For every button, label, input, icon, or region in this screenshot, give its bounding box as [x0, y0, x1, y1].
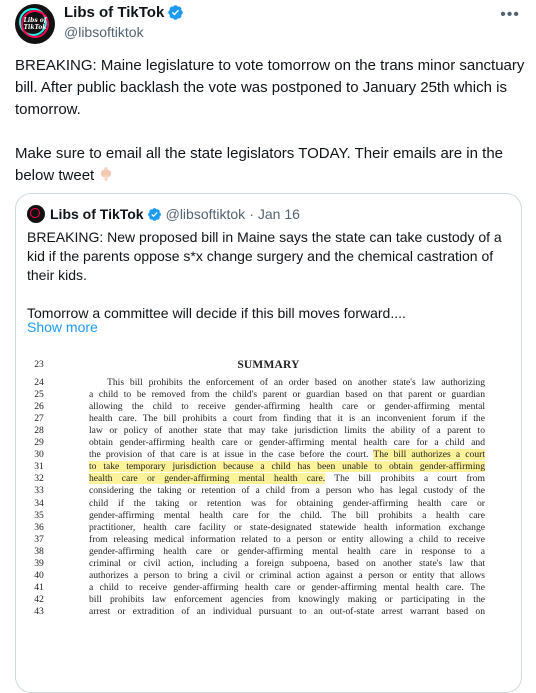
- doc-line: [17, 473, 520, 484]
- highlighted-text: to take temporary jurisdiction because a child has been unable to obtain gender-affirming: [89, 461, 485, 473]
- doc-line-text: [89, 534, 485, 545]
- doc-line-number: 29: [34, 437, 44, 449]
- doc-line-number: 39: [34, 557, 44, 569]
- doc-line-number: 30: [34, 449, 44, 461]
- doc-line-number: 26: [34, 401, 44, 413]
- doc-line-number: 42: [34, 593, 44, 605]
- show-more-link[interactable]: Show more: [27, 319, 98, 335]
- doc-line: [17, 510, 520, 521]
- quoted-tweet-date: Jan 16: [257, 206, 300, 222]
- highlighted-text: The bill authorizes a court: [373, 449, 485, 461]
- doc-line-text: [89, 498, 485, 509]
- doc-text-segment: authorizes a person to bring a civil or criminal action against a person or entity that allows: [89, 569, 485, 581]
- author-avatar[interactable]: [15, 4, 55, 44]
- doc-line-text: [89, 570, 485, 581]
- author-name-row: [64, 4, 184, 21]
- doc-line-number: 23: [34, 359, 44, 370]
- doc-text-segment: gender-affirming health care or gender-affirming mental health care in response to a: [89, 545, 485, 557]
- doc-line-text: [89, 485, 485, 496]
- quoted-paragraph-2: Tomorrow a committee will decide if this bill moves forward....: [27, 305, 406, 321]
- more-dots-icon[interactable]: •••: [500, 6, 520, 23]
- doc-line: [17, 582, 520, 593]
- doc-line-number: 28: [34, 425, 44, 437]
- doc-text-segment: child if the taking or retention was for obtaining gender-affirming health care or: [89, 497, 485, 509]
- doc-line-text: [89, 522, 485, 533]
- doc-line-text: [89, 425, 485, 436]
- quoted-tweet-body: [27, 228, 511, 323]
- doc-line-number: 34: [34, 497, 44, 509]
- doc-line-text: [89, 473, 485, 484]
- doc-line-text: [89, 389, 485, 400]
- separator-dot: ·: [249, 206, 254, 222]
- doc-text-segment: obtain gender-affirming health care or gender-affirming mental health care for a child and: [89, 437, 485, 449]
- doc-text-segment: practitioner, health care facility or state-designated statewide health information exchange: [89, 521, 485, 533]
- verified-badge-icon: [147, 207, 162, 222]
- doc-line: [17, 546, 520, 557]
- bill-document-image[interactable]: [17, 349, 520, 649]
- doc-line-text: [89, 377, 485, 388]
- doc-line-number: 35: [34, 509, 44, 521]
- doc-line-text: [89, 594, 485, 605]
- doc-line-text: [89, 401, 485, 412]
- doc-line-text: [89, 437, 485, 448]
- author-handle[interactable]: @libsoftiktok: [64, 24, 144, 40]
- doc-line: [17, 498, 520, 509]
- tweet-paragraph-2-text: Make sure to email all the state legislators TODAY. Their emails are in the below tweet: [15, 145, 504, 184]
- backhand-index-pointing-down-icon: [98, 166, 114, 182]
- doc-line: [17, 558, 520, 569]
- doc-text-segment: a child to be removed from the child's parent or guardian based on that parent or guardian: [89, 389, 485, 401]
- doc-line: [17, 534, 520, 545]
- doc-title: SUMMARY: [237, 359, 300, 371]
- quoted-paragraph-1: BREAKING: New proposed bill in Maine says the state can take custody of a kid if the parents oppose s*x change surgery and the chemical castration of their kids.: [27, 229, 502, 283]
- doc-text-segment: arrest or extradition of an individual pursuant to an out-of-state arrest warrant based on: [89, 605, 485, 617]
- doc-line: [17, 377, 520, 388]
- doc-line: [17, 606, 520, 617]
- doc-line-text: [89, 461, 485, 472]
- avatar-logo-text: Libs of TikTok: [23, 17, 47, 31]
- doc-line-text: [89, 413, 485, 424]
- doc-line: [17, 570, 520, 581]
- doc-line: [17, 522, 520, 533]
- doc-line-number: 25: [34, 389, 44, 401]
- doc-line-text: [89, 582, 485, 593]
- verified-badge-icon: [167, 4, 184, 21]
- doc-line: [17, 425, 520, 436]
- tweet-paragraph-2: [15, 143, 530, 187]
- doc-line-number: 27: [34, 413, 44, 425]
- doc-line: [17, 389, 520, 400]
- doc-line: [17, 461, 520, 472]
- doc-line: [17, 401, 520, 412]
- doc-line-number: 43: [34, 605, 44, 617]
- doc-line-text: [89, 606, 485, 617]
- doc-text-segment: This bill prohibits the enforcement of an order based on another state's law authorizing: [107, 377, 485, 388]
- doc-line: [17, 594, 520, 605]
- doc-line-text: [89, 558, 485, 569]
- doc-line-number: 40: [34, 569, 44, 581]
- doc-line: [17, 485, 520, 496]
- doc-line-number: 32: [34, 473, 44, 485]
- quoted-tweet-card[interactable]: [15, 193, 522, 693]
- doc-text-segment: a child to receive gender-affirming health care or gender-affirming mental health care. The: [89, 581, 485, 593]
- doc-text-segment: The bill prohibits a court from: [325, 473, 485, 485]
- author-display-name[interactable]: Libs of TikTok: [64, 4, 165, 21]
- doc-line-number: 31: [34, 461, 44, 473]
- quoted-author-avatar: [27, 205, 45, 223]
- doc-line: [17, 413, 520, 424]
- doc-text-segment: considering the taking or retention of a child from a person who has legal custody of the: [89, 485, 485, 497]
- doc-line-text: [89, 510, 485, 521]
- doc-line-number: 33: [34, 485, 44, 497]
- highlighted-text: health care or gender-affirming mental health care.: [89, 473, 326, 485]
- quoted-author-handle: @libsoftiktok: [165, 206, 246, 222]
- tweet-body: [15, 55, 530, 187]
- doc-text-segment: law or policy of another state that may take jurisdiction limits the ability of a parent to: [89, 425, 485, 437]
- doc-text-segment: allowing the child to receive gender-affirming health care or gender-affirming mental: [89, 401, 485, 413]
- quoted-author-name: Libs of TikTok: [50, 206, 144, 222]
- quoted-tweet-header: [27, 205, 300, 223]
- doc-line: [17, 437, 520, 448]
- doc-text-segment: from releasing medical information related to a person or entity allowing a child to receive: [89, 533, 485, 545]
- doc-text-segment: health care. The bill prohibits a court from finding that it is an inconvenient forum if the: [89, 413, 485, 425]
- doc-line-number: 37: [34, 533, 44, 545]
- doc-line-number: 24: [34, 377, 44, 388]
- doc-text-segment: the provision of that care is at issue in the case before the court.: [89, 449, 374, 461]
- doc-text-segment: criminal or civil action, including a foreign subpoena, based on another state's law that: [89, 557, 485, 569]
- doc-text-segment: bill prohibits law enforcement agencies from knowingly making or participating in the: [89, 593, 485, 605]
- doc-line-number: 38: [34, 545, 44, 557]
- doc-line-text: [89, 449, 485, 460]
- doc-line-number: 36: [34, 521, 44, 533]
- doc-line: [17, 449, 520, 460]
- doc-text-segment: gender-affirming mental health care for the child. The bill prohibits a health care: [89, 509, 485, 521]
- tweet-paragraph-1: BREAKING: Maine legislature to vote tomorrow on the trans minor sanctuary bill. After public backlash the vote was postponed to January 25th which is tomorrow.: [15, 57, 525, 118]
- doc-line-number: 41: [34, 581, 44, 593]
- doc-line-text: [89, 546, 485, 557]
